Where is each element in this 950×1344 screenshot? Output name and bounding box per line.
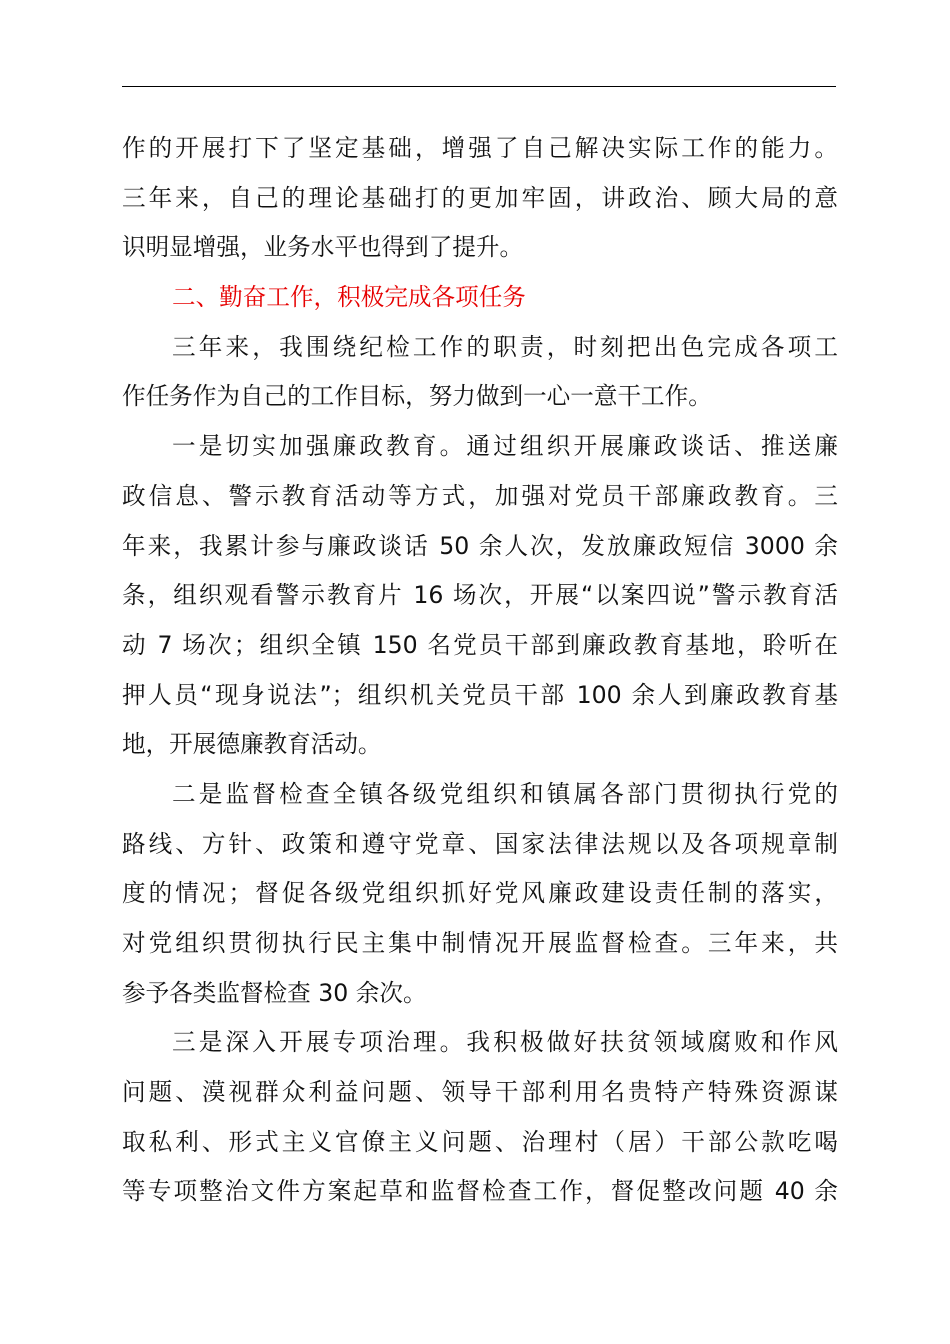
text-line: 年来，我累计参与廉政谈话 50 余人次，发放廉政短信 3000 余 bbox=[122, 531, 838, 560]
text-line: 条，组织观看警示教育片 16 场次，开展“以案四说”警示教育活 bbox=[122, 581, 838, 610]
text-line: 政信息、警示教育活动等方式，加强对党员干部廉政教育。三 bbox=[122, 481, 838, 510]
text-line: 作的开展打下了坚定基础，增强了自己解决实际工作的能力。 bbox=[122, 134, 838, 162]
paragraph-intro bbox=[122, 323, 838, 422]
text-line: 取私利、形式主义官僚主义问题、治理村（居）干部公款吃喝 bbox=[122, 1127, 838, 1156]
text-line: 一是切实加强廉政教育。通过组织开展廉政谈话、推送廉 bbox=[172, 432, 838, 461]
text-line: 度的情况；督促各级党组织抓好党风廉政建设责任制的落实， bbox=[122, 879, 838, 908]
text-line: 等专项整治文件方案起草和监督检查工作，督促整改问题 40 余 bbox=[122, 1177, 838, 1206]
paragraph-special-governance bbox=[122, 1018, 838, 1217]
text-line: 三年来，自己的理论基础打的更加牢固，讲政治、顾大局的意 bbox=[122, 183, 838, 212]
text-line: 二是监督检查全镇各级党组织和镇属各部门贯彻执行党的 bbox=[172, 779, 838, 808]
document-body bbox=[122, 124, 838, 1217]
text-line: 押人员“现身说法”；组织机关党员干部 100 余人到廉政教育基 bbox=[122, 680, 838, 709]
section-heading: 二、勤奋工作，积极完成各项任务 bbox=[172, 283, 526, 312]
text-line: 参予各类监督检查 30 余次。 bbox=[122, 978, 427, 1007]
header-rule bbox=[122, 86, 836, 87]
paragraph-integrity-education bbox=[122, 422, 838, 770]
text-line: 三是深入开展专项治理。我积极做好扶贫领域腐败和作风 bbox=[172, 1028, 838, 1057]
paragraph-supervision bbox=[122, 770, 838, 1018]
text-line: 路线、方针、政策和遵守党章、国家法律法规以及各项规章制 bbox=[122, 829, 838, 858]
paragraph-continuation bbox=[122, 124, 838, 273]
text-line: 三年来，我围绕纪检工作的职责，时刻把出色完成各项工 bbox=[172, 332, 838, 361]
text-line: 对党组织贯彻执行民主集中制情况开展监督检查。三年来，共 bbox=[122, 929, 838, 957]
text-line: 作任务作为自己的工作目标，努力做到一心一意干工作。 bbox=[122, 382, 712, 411]
text-line: 动 7 场次；组织全镇 150 名党员干部到廉政教育基地，聆听在 bbox=[122, 630, 838, 659]
text-line: 识明显增强，业务水平也得到了提升。 bbox=[122, 233, 524, 262]
text-line: 地，开展德廉教育活动。 bbox=[122, 730, 382, 759]
text-line: 问题、漠视群众利益问题、领导干部利用名贵特产特殊资源谋 bbox=[122, 1078, 838, 1107]
